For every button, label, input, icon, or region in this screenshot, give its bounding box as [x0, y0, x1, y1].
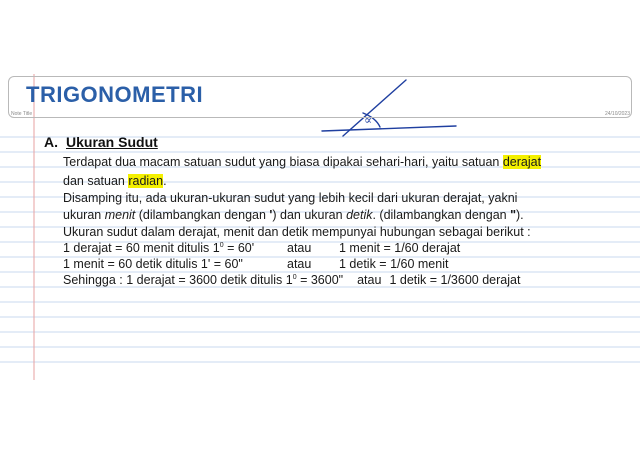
text-segment: . — [163, 174, 167, 188]
text-segment: (dilambangkan dengan — [135, 208, 270, 222]
note-date: 24/10/2023 — [604, 111, 630, 117]
text-line-1 — [63, 155, 541, 169]
text-segment: dan satuan — [63, 174, 129, 188]
text-line-2 — [63, 174, 167, 188]
term-detik: detik — [346, 208, 373, 222]
text-segment: 1 detik = 1/60 menit — [339, 257, 449, 271]
angle-ray-horizontal — [322, 126, 456, 131]
text-segment: 1 detik = 1/3600 derajat — [389, 273, 521, 287]
text-atau: atau — [287, 257, 312, 271]
highlight-derajat: derajat — [502, 155, 542, 169]
text-segment: Sehingga : 1 derajat = 3600 detik ditulis 1 — [63, 273, 293, 287]
text-segment: = 3600" — [296, 273, 344, 287]
text-segment: 1 derajat = 60 menit ditulis 1 — [63, 241, 220, 255]
text-segment: ukuran — [63, 208, 105, 222]
text-segment: ). — [516, 208, 524, 222]
symbol-second: " — [510, 208, 517, 222]
text-line-3: Disamping itu, ada ukuran-ukuran sudut yang lebih kecil dari ukuran derajat, yakni — [63, 191, 518, 205]
term-menit: menit — [104, 208, 136, 222]
page-title: TRIGONOMETRI — [26, 82, 204, 107]
highlight-radian: radian — [128, 174, 164, 188]
degree-superscript: 0 — [219, 242, 224, 249]
note-title-label: Note Title — [11, 111, 33, 117]
text-segment: 1 menit = 60 detik ditulis 1' = 60" — [63, 257, 243, 271]
section-title: Ukuran Sudut — [66, 134, 158, 150]
text-segment: ) dan ukuran — [272, 208, 347, 222]
angle-symbol: ∝ — [364, 113, 373, 127]
text-segment: 1 menit = 1/60 derajat — [339, 241, 461, 255]
text-line-7 — [63, 257, 448, 271]
text-segment: . (dilambangkan dengan — [372, 208, 511, 222]
text-line-8 — [63, 273, 520, 287]
section-letter: A. — [44, 134, 58, 150]
text-segment: Terdapat dua macam satuan sudut yang biasa dipakai sehari-hari, yaitu satuan — [63, 155, 503, 169]
text-line-5: Ukuran sudut dalam derajat, menit dan detik mempunyai hubungan sebagai berikut : — [63, 225, 531, 239]
section-heading — [44, 134, 158, 150]
degree-superscript: 0 — [292, 274, 297, 281]
text-line-4 — [63, 208, 524, 222]
symbol-minute: ' — [269, 208, 273, 222]
text-atau: atau — [357, 273, 382, 287]
text-segment: = 60' — [223, 241, 255, 255]
text-atau: atau — [287, 241, 312, 255]
text-line-6 — [63, 241, 460, 255]
